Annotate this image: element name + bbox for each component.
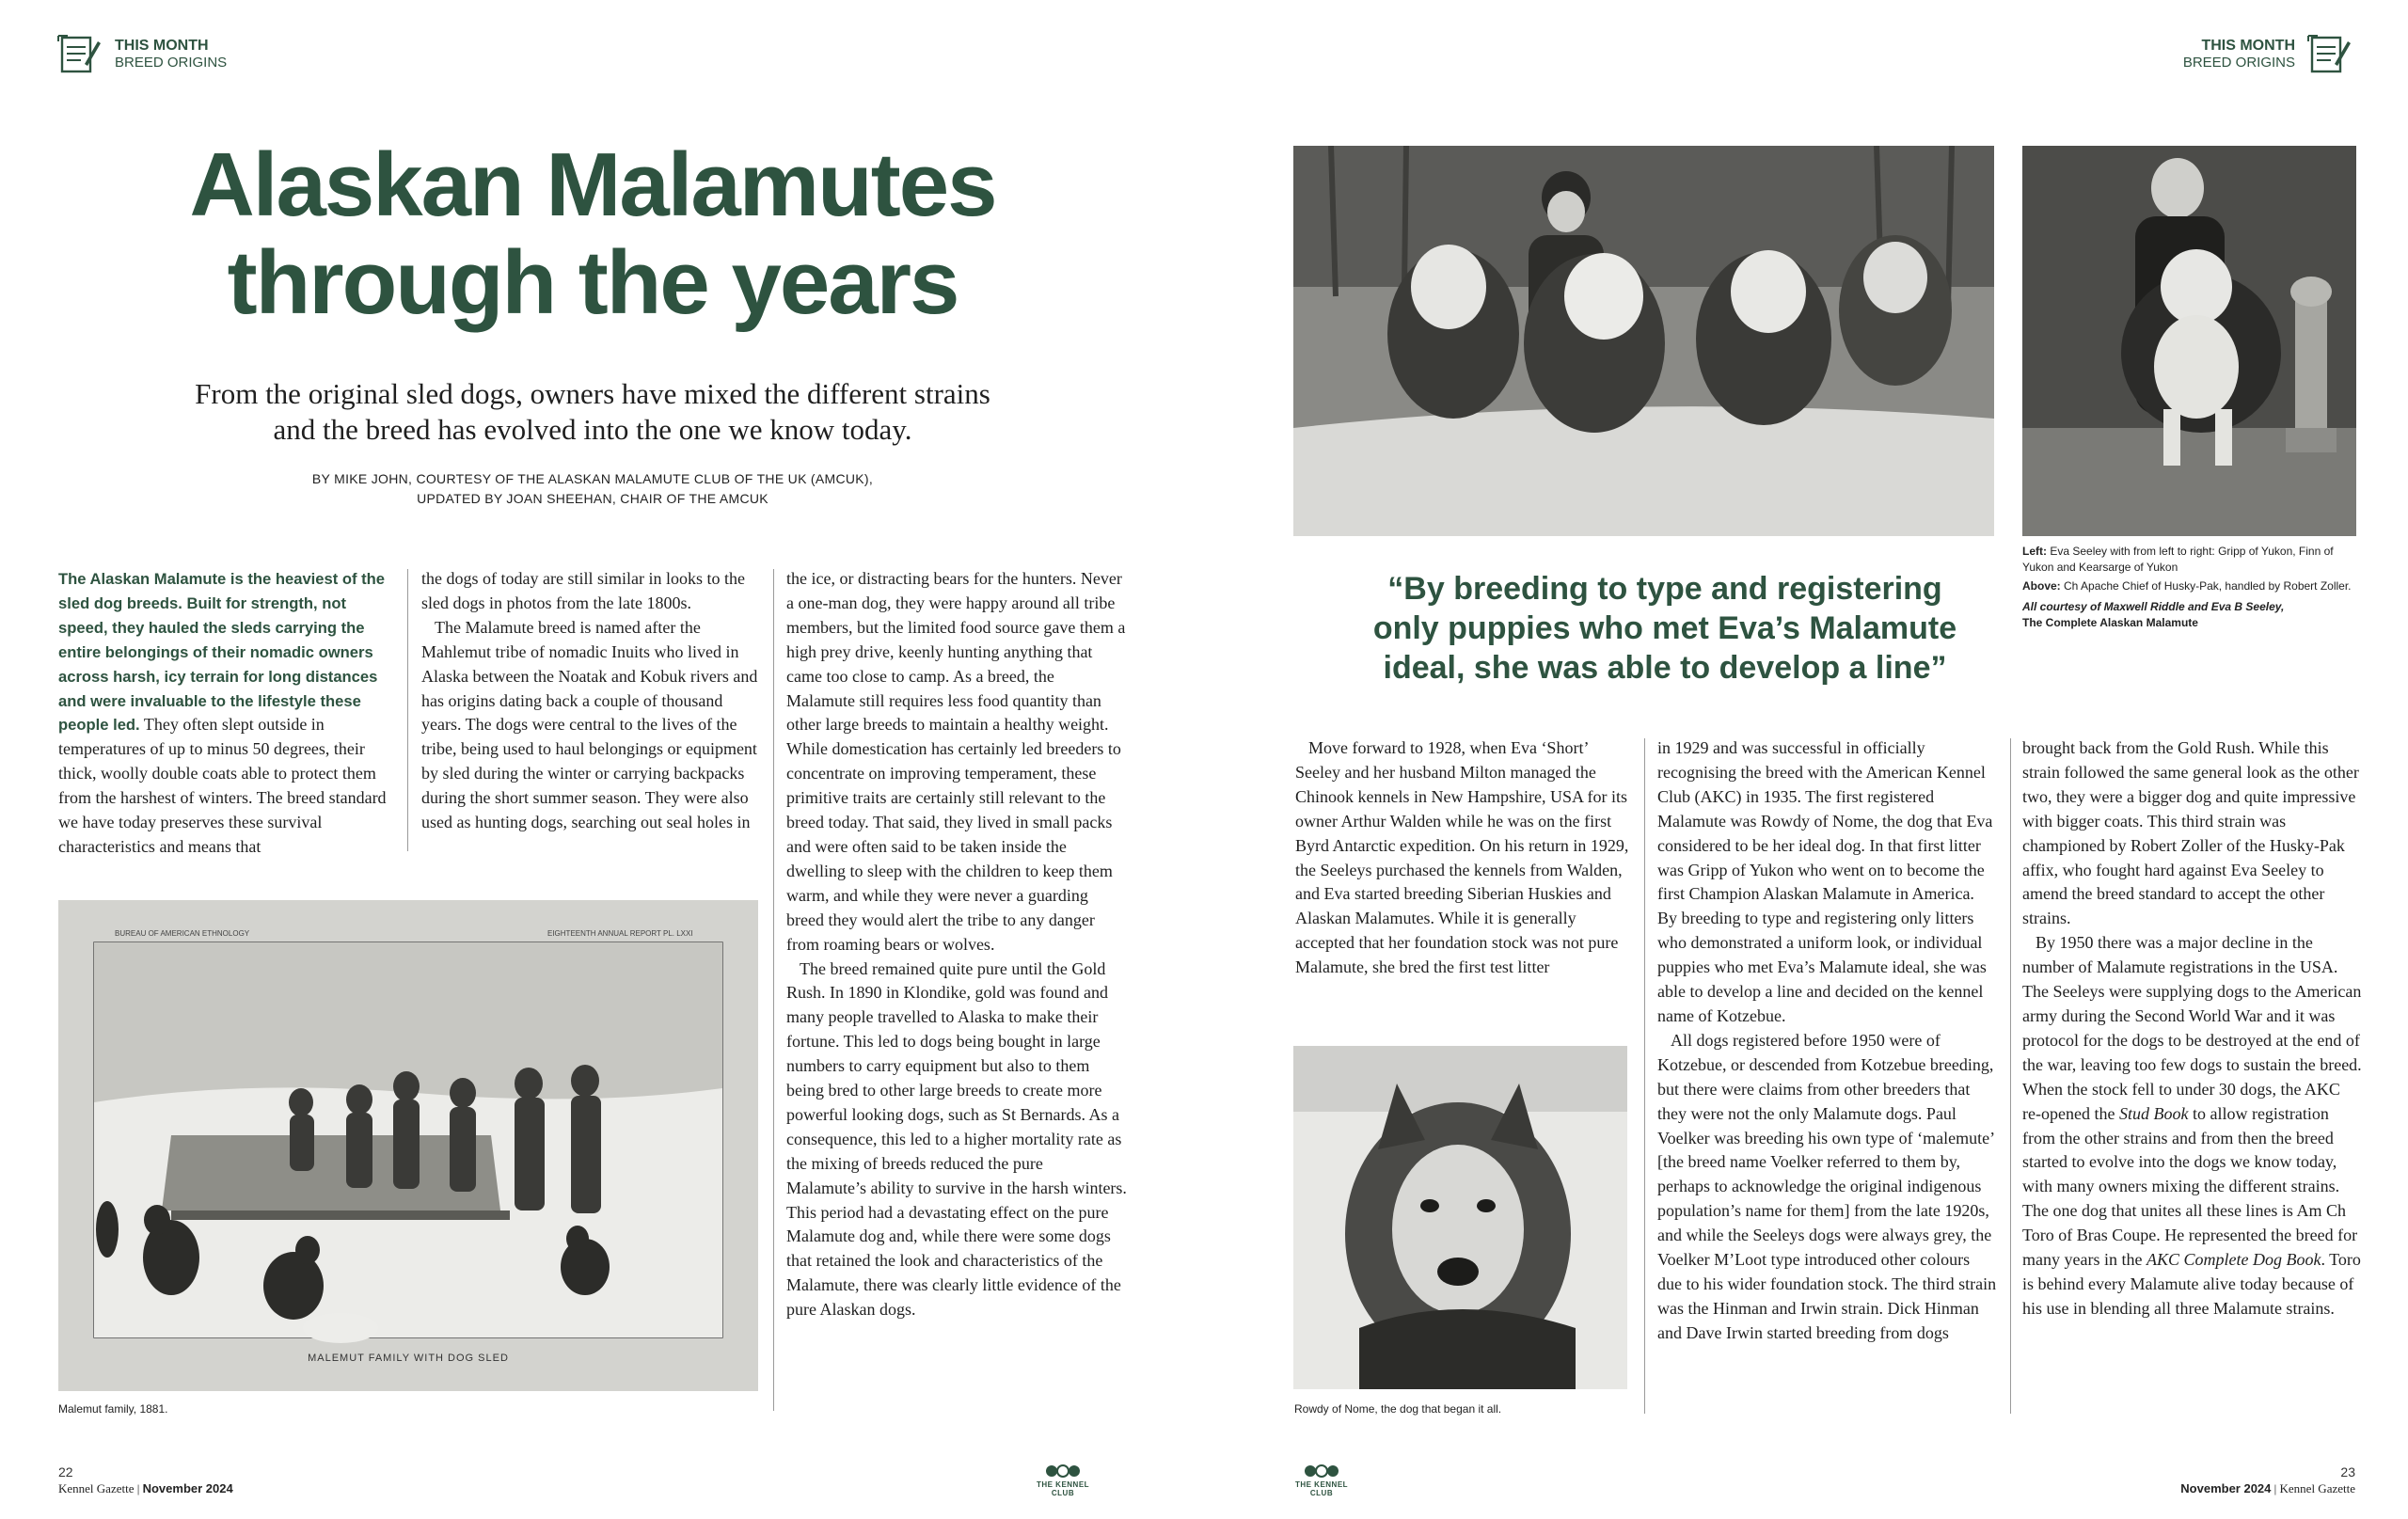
paragraph: All dogs registered before 1950 were of Kotzebue, or descended from Kotzebue breeding, but there were claims from other breeders that they were not the only Malamute dogs. Paul Voelker was breeding his own type of ‘malemute’ [the breed name Voelker referred to them by, perhaps to acknowledge the original indigenous population’s name for them] from the late 1920s, and while the Seeleys dogs were always grey, the Voelker M’Loot type introduced other colours due to his wider foundation stock. The third strain was the Hinman and Irwin strain. Dick Hinman and Dave Irwin started breeding from dogs — [1657, 1030, 1997, 1342]
standfirst-line-1: From the original sled dogs, owners have mixed the different strains — [195, 377, 990, 410]
intro-continuation: They often slept outside in temperatures of up to minus 50 degrees, their thick, woolly double coats able to protect them from the harshest of winters. The breed standard we have today preserves these survival characteristics and means that — [58, 715, 387, 856]
paragraph: the dogs of today are still similar in looks to the sled dogs in photos from the late 1800s. — [421, 569, 745, 612]
photo-malemut-family — [58, 900, 758, 1391]
kennel-club-text-right: THE KENNEL CLUB — [1294, 1480, 1349, 1497]
body-column-1 — [58, 567, 397, 860]
caption-above-label: Above: — [2022, 579, 2061, 593]
title-line-2: through the years — [227, 232, 958, 333]
kennel-club-logo-right — [1293, 1464, 1350, 1497]
body-column-2 — [421, 567, 760, 835]
paragraph — [2022, 931, 2363, 1321]
pull-quote-line-3: ideal, she was able to develop a line” — [1383, 650, 1947, 686]
title-line-1: Alaskan Malamutes — [189, 134, 996, 235]
text-run: . Toro is behind every Malamute alive today because of his use in blending all three Malamute strains. — [2022, 1250, 2361, 1318]
plate-header-left: BUREAU OF AMERICAN ETHNOLOGY — [115, 929, 250, 938]
byline — [188, 469, 997, 509]
text-run: By 1950 there was a major decline in the number of Malamute registrations in the USA. The Seeleys were supplying dogs to the American army during the Second World War and it was protocol for the dogs to be destroyed at the end of the war, leaving too few dogs to sustain the breed. When the stock fell to under 30 dogs, the AKC re-opened the — [2022, 933, 2362, 1123]
caption-left — [2022, 544, 2361, 576]
column-divider — [773, 569, 774, 1411]
paragraph: in 1929 and was successful in officially recognising the breed with the American Kennel Club (AKC) in 1935. The first registered Malamute was Rowdy of Nome, the dog that Eva considered to be her ideal dog. In that first litter was Gripp of Yukon who went on to become the first Champion Alaskan Malamute in America. By breeding to type and registering only litters who demonstrated a uniform look, or individual puppies who met Eva’s Malamute ideal, she was able to develop a line and decided on the kennel name of Kotzebue. — [1657, 738, 1993, 1025]
issue-date: November 2024 — [2180, 1481, 2272, 1495]
paragraph: The breed remained quite pure until the Gold Rush. In 1890 in Klondike, gold was found and many people travelled to Alaska to make their fortune. This led to dogs being bought in large numbers to carry equipment but also to them being bred to other large breeds to create more powerful looking dogs, such as St Bernards. As a consequence, this led to a higher mortality rate as the mixing of breeds reduced the pure Malamute’s ability to survive in the harsh winters. This period had a devastating effect on the pure Malamute dog and, while there were some dogs that retained the look and characteristics of the Malamute, there was clearly little evidence of the pure Alaskan dogs. — [786, 958, 1127, 1320]
notepad-icon-left — [56, 32, 102, 75]
body-column-3 — [786, 567, 1127, 1322]
column-divider — [2010, 738, 2011, 1414]
kennel-club-text-left: THE KENNEL CLUB — [1036, 1480, 1090, 1497]
page-number-left: 22 — [58, 1464, 73, 1479]
caption-left-label: Left: — [2022, 545, 2047, 558]
plate-caption: MALEMUT FAMILY WITH DOG SLED — [308, 1353, 509, 1364]
column-divider — [407, 569, 408, 851]
pull-quote-line-1: “By breeding to type and registering — [1387, 571, 1942, 607]
kennel-club-icon-right — [1303, 1464, 1340, 1479]
footer-left: Kennel Gazette | November 2024 — [58, 1481, 233, 1495]
photo-caption-malemut: Malemut family, 1881. — [58, 1402, 168, 1416]
photo-credit-line-2: The Complete Alaskan Malamute — [2022, 616, 2198, 629]
running-head-left — [115, 38, 227, 71]
caption-above-text: Ch Apache Chief of Husky-Pak, handled by Robert Zoller. — [2060, 579, 2352, 593]
paragraph: brought back from the Gold Rush. While this strain followed the same general look as the other two, they were a bigger dog and quite impressive with bigger coats. This third strain was championed by Robert Zoller of the Husky-Pak affix, who fought hard against Eva Seeley to amend the breed standard to accept the other strains. — [2022, 738, 2359, 928]
standfirst — [122, 376, 1063, 448]
photo-apache-chief — [2022, 146, 2356, 536]
text-run-italic: Stud Book — [2118, 1103, 2189, 1123]
column-divider — [1644, 738, 1645, 1414]
standfirst-line-2: and the breed has evolved into the one we know today. — [273, 413, 912, 446]
paragraph: The Malamute breed is named after the Mahlemut tribe of nomadic Inuits who lived in Alaska between the Noatak and Kobuk rivers and has origins dating back a couple of thousand years. The dogs were central to the lives of the tribe, being used to haul belongings or equipment by sled during the winter or carrying backpacks during the short summer season. They were also used as hunting dogs, searching out seal holes in — [421, 617, 758, 832]
intro-paragraph — [58, 567, 397, 860]
paragraph: Move forward to 1928, when Eva ‘Short’ Seeley and her husband Milton managed the Chinook kennels in New Hampshire, USA for its owner Arthur Walden while he was on the first Byrd Antarctic expedition. On his return in 1929, the Seeleys purchased the kennels from Walden, and Eva started breeding Siberian Huskies and Alaskan Malamutes. While it is generally accepted that her foundation stock was not pure Malamute, she bred the first test litter — [1295, 738, 1629, 977]
pull-quote-line-2: only puppies who met Eva’s Malamute — [1372, 610, 1957, 646]
publication-name: Kennel Gazette — [2279, 1481, 2355, 1495]
pull-quote — [1293, 569, 2036, 688]
body-column-4 — [1295, 736, 1634, 980]
page-number-right: 23 — [2340, 1464, 2355, 1479]
running-head-right — [2154, 38, 2295, 71]
caption-above — [2022, 578, 2361, 594]
kennel-club-icon-left — [1044, 1464, 1082, 1479]
plate-header-right: EIGHTEENTH ANNUAL REPORT PL. LXXI — [547, 929, 693, 938]
issue-date: November 2024 — [142, 1481, 233, 1495]
photo-captions-right — [2022, 544, 2361, 631]
running-head-kicker-left: THIS MONTH — [115, 38, 209, 54]
caption-left-text: Eva Seeley with from left to right: Gripp of Yukon, Finn of Yukon and Kearsarge of Yukon — [2022, 545, 2334, 574]
kennel-club-logo-left — [1035, 1464, 1091, 1497]
notepad-icon-right — [2306, 32, 2352, 75]
running-head-section-right: BREED ORIGINS — [2182, 55, 2295, 71]
body-column-6 — [2022, 736, 2363, 1321]
byline-line-1: BY MIKE JOHN, COURTESY OF THE ALASKAN MALAMUTE CLUB OF THE UK (AMCUK), — [311, 471, 874, 486]
article-title — [113, 136, 1072, 332]
photo-rowdy-of-nome — [1293, 1046, 1627, 1389]
text-run-italic: AKC Complete Dog Book — [2146, 1250, 2321, 1270]
paragraph: the ice, or distracting bears for the hunters. Never a one-man dog, they were happy around all tribe members, but the limited food source gave them a high prey drive, keenly hunting anything that came too close to camp. As a breed, the Malamute still requires less food quantity than other large breeds to maintain a healthy weight. While domestication has certainly led breeders to concentrate on improving temperament, these primitive traits are certainly still relevant to the breed today. That said, they lived in small packs and were often said to be taken inside the dwelling to sleep with the children to keep them warm, and while they were never a guarding breed they would alert the tribe to any danger from roaming bears or wolves. — [786, 569, 1126, 954]
photo-eva-seeley-team — [1293, 146, 1994, 536]
photo-credit — [2022, 599, 2361, 631]
running-head-kicker-right: THIS MONTH — [2201, 38, 2295, 54]
byline-line-2: UPDATED BY JOAN SHEEHAN, CHAIR OF THE AMCUK — [417, 491, 768, 506]
photo-credit-line-1: All courtesy of Maxwell Riddle and Eva B Seeley, — [2022, 600, 2285, 613]
body-column-5 — [1657, 736, 1998, 1346]
photo-caption-rowdy: Rowdy of Nome, the dog that began it all. — [1294, 1402, 1502, 1416]
text-run: to allow registration from the other strains and from then the breed started to evolve into the dogs we know today, with many owners mixing the different strains. The one dog that unites all these lines is Am Ch Toro of Bras Coupe. He represented the breed for many years in the — [2022, 1103, 2358, 1270]
intro-lead: The Alaskan Malamute is the heaviest of the sled dog breeds. Built for strength, not speed, they hauled the sleds carrying the entire belongings of their nomadic owners across harsh, icy terrain for long distances and were invaluable to the lifestyle these people led. — [58, 570, 386, 735]
publication-name: Kennel Gazette — [58, 1481, 135, 1495]
footer-right: November 2024 | Kennel Gazette — [2180, 1481, 2355, 1495]
running-head-section-left: BREED ORIGINS — [115, 55, 228, 71]
